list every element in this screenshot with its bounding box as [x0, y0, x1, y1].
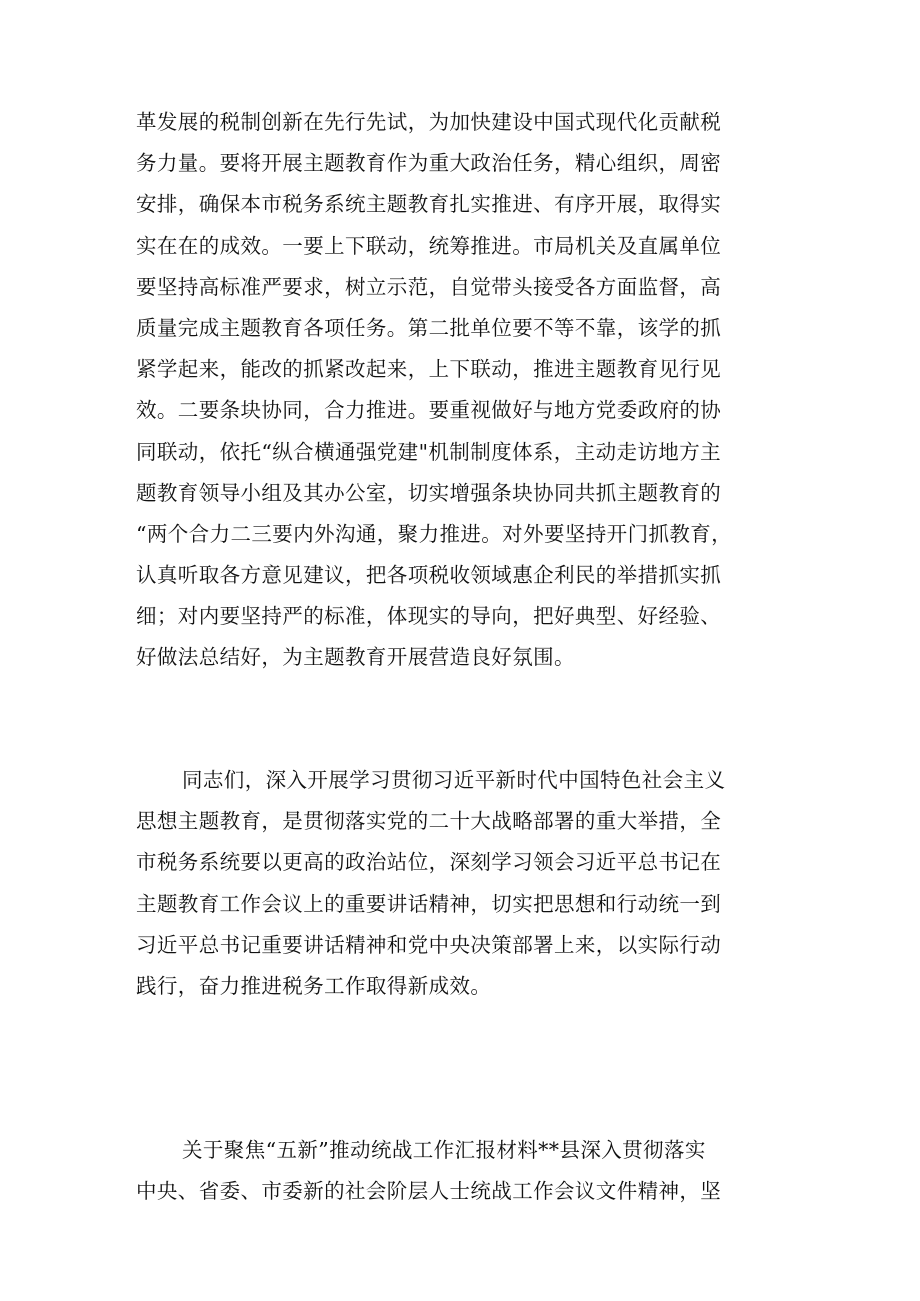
text-line: 细；对内要坚持严的标准，体现实的导向，把好典型、好经验、	[136, 604, 722, 629]
text-line: 习近平总书记重要讲话精神和党中央决策部署上来，以实际行动	[136, 932, 722, 957]
text-line: 安排，确保本市税务系统主题教育扎实推进、有序开展，取得实	[136, 192, 722, 217]
text-line: “两个合力二三要内外沟通，聚力推进。对外要坚持开门抓教育，	[136, 521, 733, 546]
paragraph-comrades	[136, 760, 806, 1007]
text-line: 同联动，依托“纵合横通强党建"机制制度体系，主动走访地方主	[136, 439, 722, 464]
text-line: 题教育领导小组及其办公室，切实增强条块协同共抓主题教育的	[136, 480, 722, 505]
text-line: 认真听取各方意见建议，把各项税收领域惠企利民的举措抓实抓	[136, 563, 722, 588]
text-line: 务力量。要将开展主题教育作为重大政治任务，精心组织，周密	[136, 151, 722, 176]
text-line: 思想主题教育，是贯彻落实党的二十大战略部署的重大举措，全	[136, 809, 722, 834]
text-line: 革发展的税制创新在先行先试，为加快建设中国式现代化贡献税	[136, 110, 722, 134]
text-line: 践行，奋力推进税务工作取得新成效。	[136, 973, 492, 998]
text-line: 要坚持高标准严要求，树立示范，自觉带头接受各方面监督，高	[136, 274, 722, 299]
paragraph-tax-work	[136, 102, 806, 679]
text-line: 同志们，深入开展学习贯彻习近平新时代中国特色社会主义	[182, 768, 726, 792]
text-line: 效。二要条块协同，合力推进。要重视做好与地方党委政府的协	[136, 398, 722, 423]
text-line: 紧学起来，能改的抓紧改起来，上下联动，推进主题教育见行见	[136, 357, 722, 382]
text-line: 质量完成主题教育各项任务。第二批单位要不等不靠，该学的抓	[136, 315, 722, 340]
text-line: 中央、省委、市委新的社会阶层人士统战工作会议文件精神，坚	[136, 1179, 722, 1204]
paragraph-united-front	[136, 1130, 806, 1212]
text-line: 市税务系统要以更高的政治站位，深刻学习领会习近平总书记在	[136, 850, 722, 875]
text-line: 主题教育工作会议上的重要讲话精神，切实把思想和行动统一到	[136, 891, 722, 916]
text-line: 好做法总结好，为主题教育开展营造良好氛围。	[136, 645, 575, 670]
text-line: 实在在的成效。一要上下联动，统筹推进。市局机关及直属单位	[136, 233, 722, 258]
text-line: 关于聚焦“五新”推动统战工作汇报材料**县深入贯彻落实	[182, 1138, 706, 1162]
